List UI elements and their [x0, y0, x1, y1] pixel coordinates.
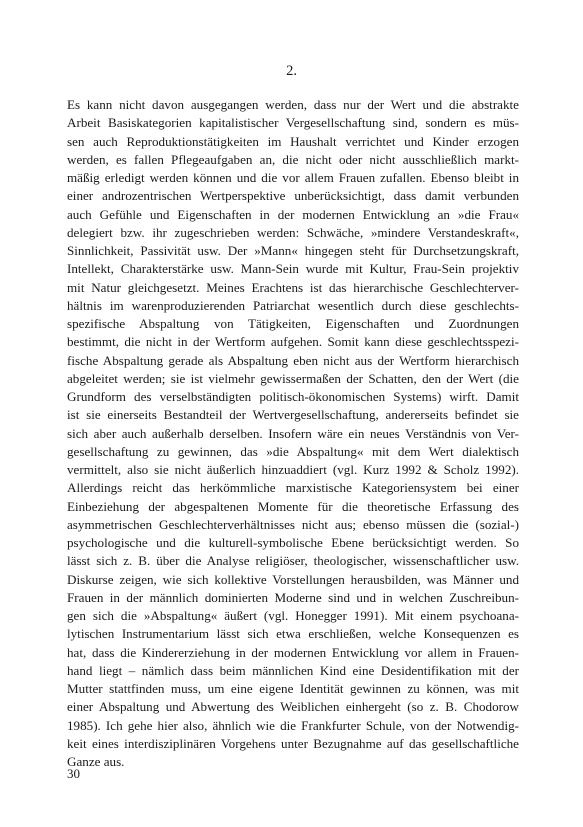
- text-line: abgeleitet werden; sie ist vielmehr gewissermaßen der Schatten, den der Wert (die: [67, 370, 519, 386]
- page-number: 30: [67, 766, 80, 781]
- text-line: sen auch Reproduktionstätigkeiten im Haushalt verrichtet und Kinder erzogen: [67, 133, 519, 149]
- text-line: Diskurse zeigen, wie sich kollektive Vorstellungen herausbilden, was Männer und: [67, 571, 519, 587]
- text-line: lytischen Instrumentarium lässt sich etwa erschließen, welche Konsequenzen es: [67, 626, 519, 642]
- text-line: asymmetrischen Geschlechterverhältnisses nicht aus; ebenso müssen die (sozial-): [67, 516, 519, 532]
- text-line: Mutter stattfinden muss, um eine eigene Identität gewinnen zu können, was mit: [67, 681, 519, 696]
- text-line: 1985). Ich gehe hier also, ähnlich wie die Frankfurter Schule, von der Notwendig-: [67, 717, 519, 733]
- text-line: Es kann nicht davon ausgegangen werden, dass nur der Wert und die abstrakte: [67, 97, 519, 112]
- text-line: Ganze aus.: [67, 754, 125, 769]
- text-line: spezifische Abspaltung von Tätigkeiten, Eigenschaften und Zuordnungen: [67, 316, 519, 331]
- text-line: Intellekt, Charakterstärke usw. Mann-Sein wurde mit Kultur, Frau-Sein projektiv: [67, 261, 519, 277]
- text-line: psychologische und die kulturell-symbolische Ebene berücksichtigt werden. So: [67, 535, 519, 550]
- text-line: mäßig erledigt werden können und die vor allem Frauen zufallen. Ebenso bleibt in: [67, 170, 519, 185]
- text-line: hand liegt – nämlich dass beim männlichen Kind eine Desidentifikation mit der: [67, 662, 519, 678]
- text-line: Einbeziehung der abgespaltenen Momente für die theoretische Erfassung des: [67, 498, 519, 514]
- text-line: gen sich die »Abspaltung« äußert (vgl. Honegger 1991). Mit einem psychoana-: [67, 608, 519, 623]
- text-line: werden, es fallen Pflegeaufgaben an, die nicht oder nicht ausschließlich markt-: [67, 151, 519, 167]
- text-line: fische Abspaltung gerade als Abspaltung eben nicht aus der Wertform hierarchisch: [67, 352, 519, 368]
- text-line: sich aber auch außerhalb derselben. Insofern wäre ein neues Verständnis von Ver-: [67, 425, 519, 441]
- text-line: Allerdings reicht das herkömmliche marxistische Kategoriensystem bei einer: [67, 480, 519, 496]
- text-line: hältnis im warenproduzierenden Patriarchat wesentlich durch diese geschlechts-: [67, 297, 519, 313]
- text-line: bestimmt, die nicht in der Wertform aufgehen. Somit kann diese geschlechtsspezi-: [67, 334, 519, 350]
- text-line: einer Abspaltung und Abwertung des Weiblichen einhergeht (so z. B. Chodorow: [67, 699, 519, 715]
- text-line: auch Gefühle und Eigenschaften in der modernen Entwicklung an »die Frau«: [67, 206, 519, 222]
- text-line: Grundform des verselbständigten politisch-ökonomischen Systems) wirft. Damit: [67, 389, 519, 404]
- text-line: ist sie einerseits Bestandteil der Wertvergesellschaftung, andererseits befindet sie: [67, 407, 519, 423]
- text-line: lässt sich z. B. über die Analyse religiöser, theologischer, wissenschaftlicher usw.: [67, 553, 519, 569]
- text-line: einer androzentrischen Wertperspektive unberücksichtigt, dass damit verbunden: [67, 188, 519, 204]
- text-line: Arbeit Basiskategorien kapitalistischer Vergesellschaftung sind, sondern es müs-: [67, 115, 519, 131]
- text-line: keit eines interdisziplinären Vorgehens unter Bezugnahme auf das gesellschaftliche: [67, 735, 519, 751]
- text-line: gesellschaftung zu gewinnen, das »die Abspaltung« mit dem Wert dialektisch: [67, 443, 519, 459]
- text-line: delegiert bzw. ihr zugeschrieben werden: Schwäche, »mindere Verstandeskraft«,: [67, 224, 519, 240]
- text-line: Frauen in der männlich dominierten Moderne sind und in welchen Zuschreibun-: [67, 589, 519, 605]
- text-line: vermittelt, also sie nicht äußerlich hinzuaddiert (vgl. Kurz 1992 & Scholz 1992).: [67, 462, 519, 477]
- body-paragraph: [67, 96, 519, 771]
- section-heading: 2.: [286, 63, 297, 79]
- text-line: mit Natur gleichgesetzt. Meines Erachtens ist das hierarchische Geschlechterver-: [67, 279, 519, 295]
- text-line: hat, dass die Kindererziehung in der modernen Entwicklung vor allem in Frauen-: [67, 644, 519, 660]
- text-line: Sinnlichkeit, Passivität usw. Der »Mann« hingegen steht für Durchsetzungskraft,: [67, 243, 519, 258]
